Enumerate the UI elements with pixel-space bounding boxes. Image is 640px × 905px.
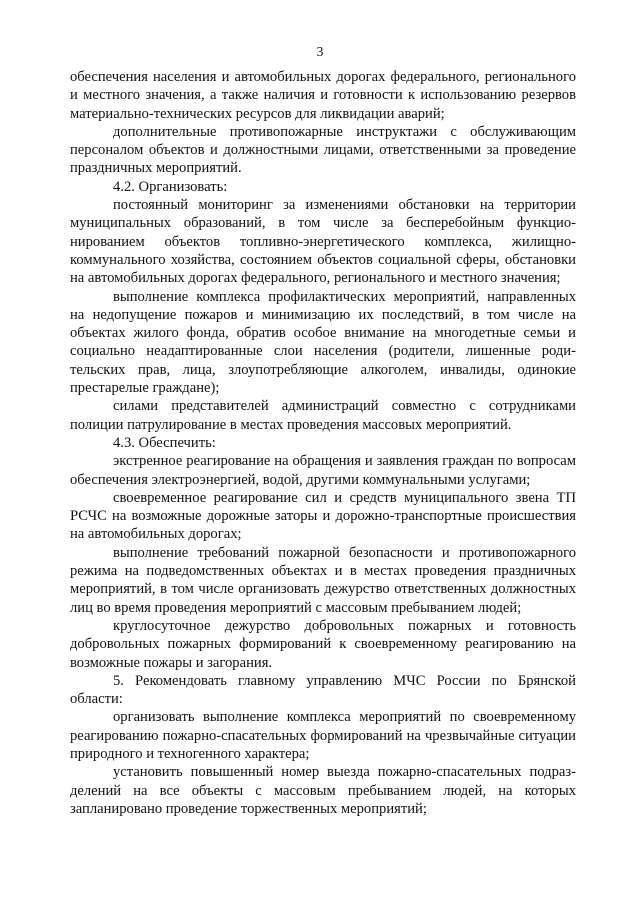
section-heading: 4.2. Организовать:: [113, 178, 228, 195]
paragraph: круглосуточное дежурство добровольных пожарных и готовность добровольных пожарных формирований к своевременному реагированию на возможные пожары и загорания.: [70, 617, 576, 671]
document-body: [70, 68, 576, 818]
paragraph: организовать выполнение комплекса мероприятий по своевременному реагированию пожарно-спасательных формирований на чрезвычайные ситуации природного и техногенного характера;: [70, 709, 576, 762]
paragraph: установить повышенный номер выезда пожарно-спасательных подразделений на все объекты с массовым пребыванием людей, на которых запланировано проведение торжественных мероприятий;: [70, 764, 576, 817]
section-heading: 5. Рекомендовать главному управлению МЧС России по Брянской области:: [70, 672, 576, 708]
paragraph: своевременное реагирование сил и средств муниципального звена ТП РСЧС на возможные дорожные заторы и дорожно-транспортные происшествия на автомобильных дорогах;: [70, 489, 576, 543]
paragraph: обеспечения населения и автомобильных дорогах федерального, регионального и местного значения, а также наличия и готовности к использованию резервов материально-технических ресурсов для ликвидации аварий;: [70, 69, 576, 122]
paragraph: силами представителей администраций совместно с сотрудниками полиции патрулирование в местах проведения массовых мероприятий.: [70, 398, 576, 433]
paragraph: выполнение требований пожарной безопасности и противопожарного режима на подведомственных объектах и в местах проведения праздничных мероприятий, в том числе организовать дежурство ответственных должностных лиц во время проведения мероприятий с массовым пребыванием людей;: [70, 544, 576, 616]
page-number: 3: [316, 44, 324, 59]
paragraph: выполнение комплекса профилактических мероприятий, направленных на недопущение пожаров и минимизацию их последствий, в том числе на объектах жилого фонда, обратив особое внимание на многодетные семьи и социально неадаптированные слои населения (родители, лишенные родительских прав, лица, злоупотребляющие алкоголем, инвалиды, одинокие престарелые граждане);: [70, 288, 576, 397]
paragraph: постоянный мониторинг за изменениями обстановки на территории муниципальных образований, в том числе за бесперебойным функционированием объектов топливно-энергетического комплекса, жилищно-коммунального хозяйства, состоянием объектов социальной сферы, обстановки на автомобильных дорогах федерального, регионального и местного значения;: [70, 197, 576, 287]
section-heading: 4.3. Обеспечить:: [113, 434, 216, 451]
paragraph: экстренное реагирование на обращения и заявления граждан по вопросам обеспечения электроэнергией, водой, другими коммунальными услугами;: [70, 453, 576, 488]
paragraph: дополнительные противопожарные инструктажи с обслуживающим персоналом объектов и должностными лицами, ответственными за проведение праздничных мероприятий.: [70, 123, 576, 177]
